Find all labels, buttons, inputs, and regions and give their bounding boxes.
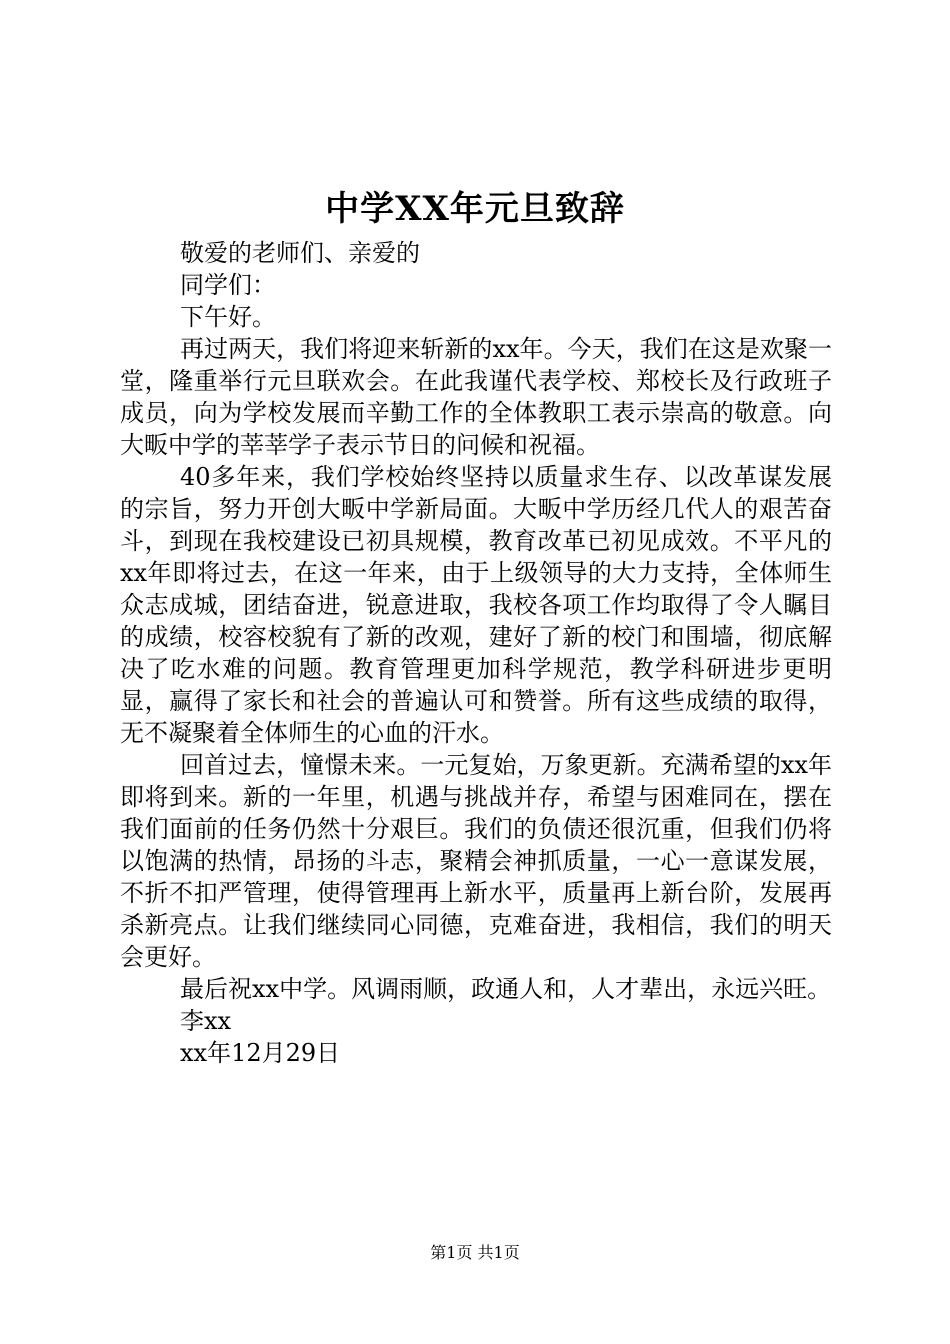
salutation: 下午好。 [180,303,276,331]
body-paragraph: 再过两天，我们将迎来斩新的xx年。今天，我们在这是欢聚一堂，隆重举行元旦联欢会。在此我谨代表学校、郑校长及行政班子成员，向为学校发展而辛勤工作的全体教职工表示崇高的敬意。向大畈中学的莘莘学子表示节日的问候和祝福。 [120,335,832,459]
document-body [120,237,832,1069]
document-title: 中学XX年元旦致辞 [325,189,625,229]
greeting-line: 敬爱的老师们、亲爱的 [180,239,420,267]
body-paragraph: 40多年来，我们学校始终坚持以质量求生存、以改革谋发展的宗旨，努力开创大畈中学新局面。大畈中学历经几代人的艰苦奋斗，到现在我校建设已初具规模，教育改革已初见成效。不平凡的xx年即将过去，在这一年来，由于上级领导的大力支持，全体师生众志成城，团结奋进，锐意进取，我校各项工作均取得了令人瞩目的成绩，校容校貌有了新的改观，建好了新的校门和围墙，彻底解决了吃水难的问题。教育管理更加科学规范，教学科研进步更明显，赢得了家长和社会的普遍认可和赞誉。所有这些成绩的取得，无不凝聚着全体师生的心血的汗水。 [120,463,832,747]
body-paragraph: 回首过去，憧憬未来。一元复始，万象更新。充满希望的xx年即将到来。新的一年里，机遇与挑战并存，希望与困难同在，摆在我们面前的任务仍然十分艰巨。我们的负债还很沉重，但我们仍将以饱满的热情，昂扬的斗志，聚精会神抓质量，一心一意谋发展，不折不扣严管理，使得管理再上新水平，质量再上新台阶，发展再杀新亮点。让我们继续同心同德，克难奋进，我相信，我们的明天会更好。 [120,751,832,971]
date-line: xx年12月29日 [180,1039,341,1067]
body-paragraph: 最后祝xx中学。风调雨顺，政通人和，人才辈出，永远兴旺。 [180,975,832,1003]
signature: 李xx [180,1007,232,1035]
greeting-line: 同学们： [180,271,276,299]
page-footer: 第1页 共1页 [430,1243,520,1262]
